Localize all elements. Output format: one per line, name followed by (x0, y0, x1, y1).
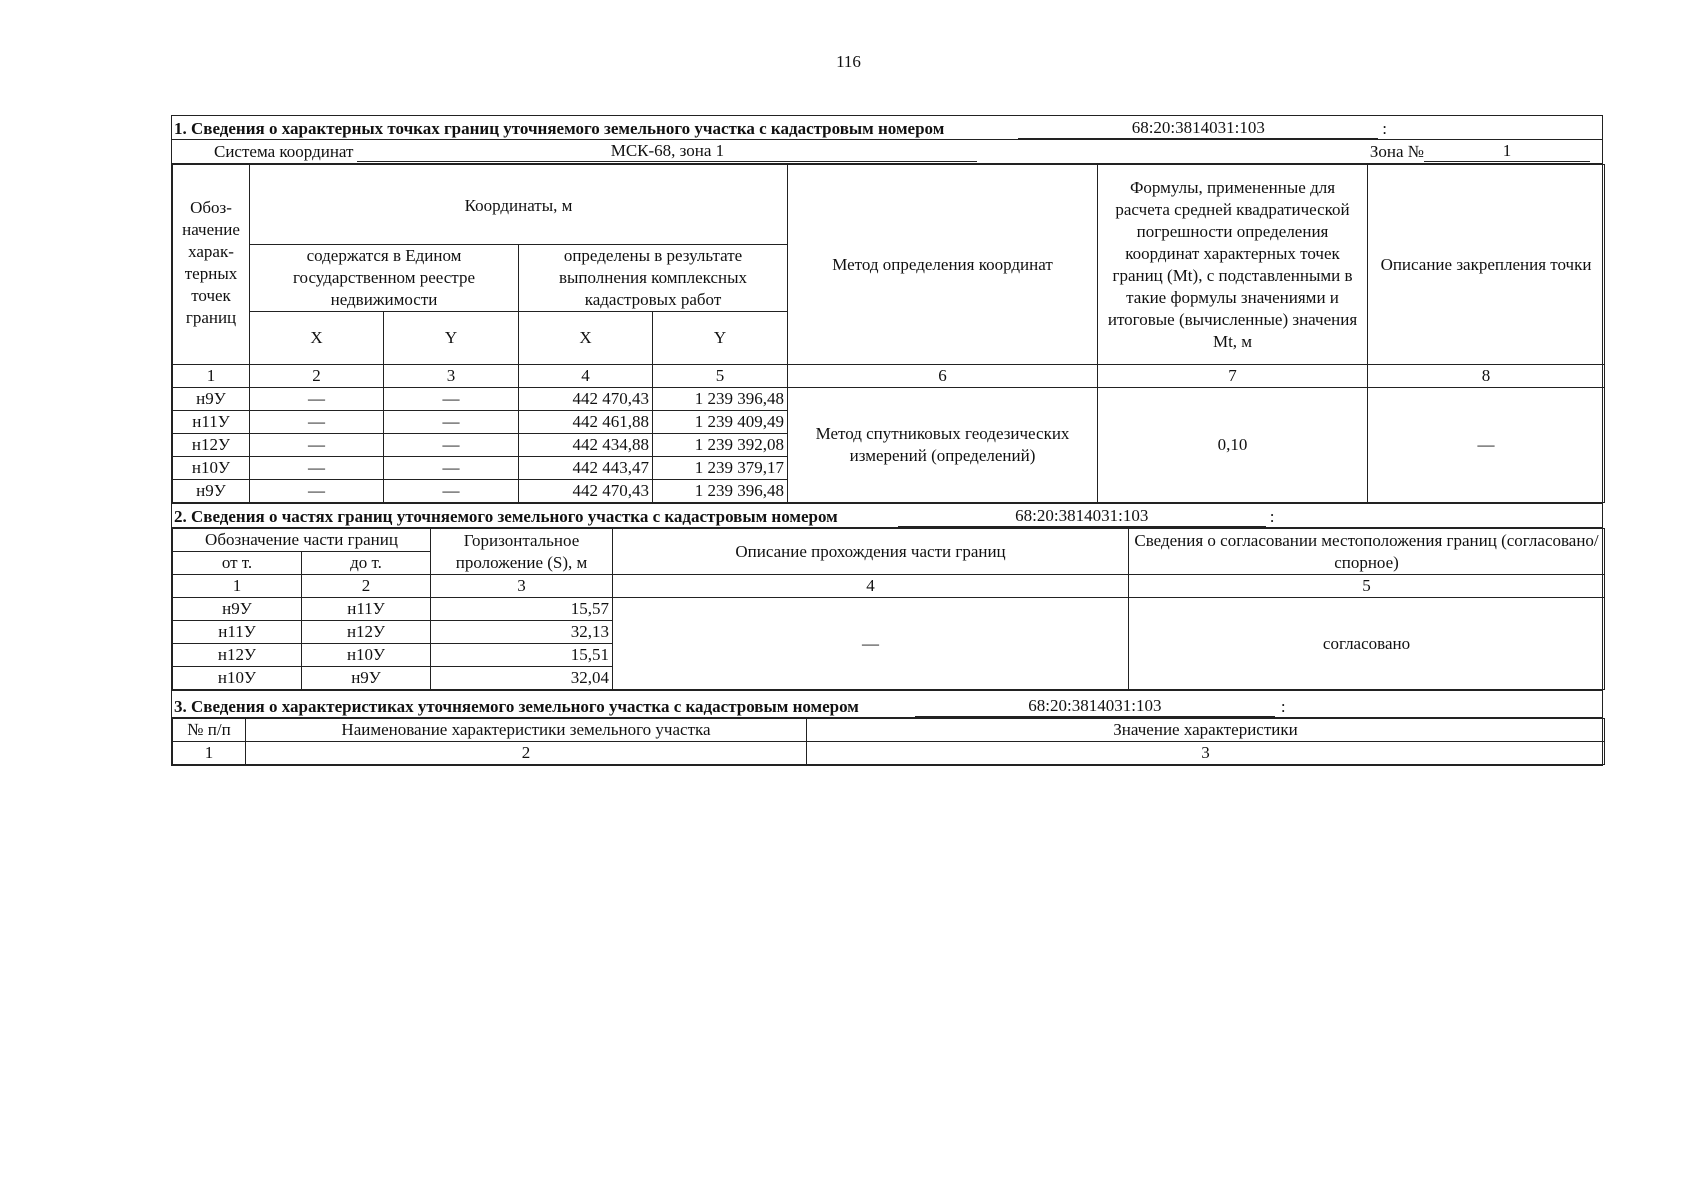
zone-label: Зона № (1369, 142, 1424, 161)
section2-colon: : (1269, 507, 1275, 526)
points-table (172, 164, 1605, 503)
part-from: н11У (173, 621, 302, 644)
x-value: 442 434,88 (519, 434, 653, 457)
section1-cadastral-number: 68:20:3814031:103 (1018, 118, 1378, 139)
section3-title: 3. Сведения о характеристиках уточняемого земельного участка с кадастровым номером (174, 697, 859, 716)
y-egrn: — (384, 434, 519, 457)
header-determined: определены в результате выполнения комплексных кадастровых работ (519, 245, 788, 312)
col-number: 1 (173, 575, 302, 598)
part-length: 15,57 (431, 598, 613, 621)
col-number: 4 (519, 365, 653, 388)
x-value: 442 461,88 (519, 411, 653, 434)
y-value: 1 239 392,08 (653, 434, 788, 457)
page-number: 116 (836, 52, 861, 71)
header-method: Метод определения координат (788, 165, 1098, 365)
section2-header (172, 503, 1602, 528)
col-number: 4 (613, 575, 1129, 598)
parts-table (172, 528, 1605, 690)
part-to: н12У (302, 621, 431, 644)
col-number: 2 (246, 742, 807, 765)
col-number: 8 (1368, 365, 1605, 388)
point-name: н9У (173, 388, 250, 411)
x-value: 442 470,43 (519, 480, 653, 503)
part-to: н10У (302, 644, 431, 667)
x-egrn: — (250, 388, 384, 411)
section3-header (172, 690, 1602, 718)
section1-header (172, 116, 1602, 140)
header-formulas: Формулы, примененные для расчета средней квадратической погрешности определения координат характерных точек границ (Mt), с подставленными в такие формулы значениями и итоговые (вычисленные) значения Mt, м (1098, 165, 1368, 365)
agreement-value: согласовано (1129, 598, 1605, 690)
part-length: 15,51 (431, 644, 613, 667)
header-designation: Обоз-начение харак-терных точек границ (173, 165, 250, 365)
part-length: 32,04 (431, 667, 613, 690)
y-egrn: — (384, 411, 519, 434)
x-value: 442 443,47 (519, 457, 653, 480)
zone-value: 1 (1424, 141, 1590, 162)
col-number: 5 (653, 365, 788, 388)
col-number: 1 (173, 365, 250, 388)
part-length: 32,13 (431, 621, 613, 644)
part-to: н9У (302, 667, 431, 690)
point-name: н9У (173, 480, 250, 503)
section3-colon: : (1280, 697, 1286, 716)
header-fixing: Описание закрепления точки (1368, 165, 1605, 365)
y-value: 1 239 379,17 (653, 457, 788, 480)
table-row (173, 388, 1605, 411)
x-value: 442 470,43 (519, 388, 653, 411)
section2-cadastral-number: 68:20:3814031:103 (898, 506, 1266, 527)
column-numbers-row (173, 742, 1605, 765)
header-x: X (519, 312, 653, 365)
header-in-egrn: содержатся в Едином государственном реестре недвижимости (250, 245, 519, 312)
col-number: 2 (250, 365, 384, 388)
part-to: н11У (302, 598, 431, 621)
land-plot-form (171, 115, 1603, 766)
y-value: 1 239 409,49 (653, 411, 788, 434)
col-number: 6 (788, 365, 1098, 388)
table-row (173, 598, 1605, 621)
fixing-value: — (1368, 388, 1605, 503)
y-egrn: — (384, 457, 519, 480)
coord-system-row (172, 140, 1602, 164)
col-number: 1 (173, 742, 246, 765)
y-egrn: — (384, 480, 519, 503)
col-number: 3 (807, 742, 1605, 765)
point-name: н10У (173, 457, 250, 480)
header-horizontal: Горизонтальное проложение (S), м (431, 529, 613, 575)
part-from: н12У (173, 644, 302, 667)
y-egrn: — (384, 388, 519, 411)
section1-colon: : (1382, 119, 1388, 138)
x-egrn: — (250, 411, 384, 434)
section1-title: 1. Сведения о характерных точках границ уточняемого земельного участка с кадастровым номером (174, 119, 945, 138)
x-egrn: — (250, 434, 384, 457)
header-to: до т. (302, 552, 431, 575)
column-numbers-row (173, 365, 1605, 388)
y-value: 1 239 396,48 (653, 388, 788, 411)
header-y-egrn: Y (384, 312, 519, 365)
method-value: Метод спутниковых геодезических измерений (определений) (788, 388, 1098, 503)
col-number: 3 (431, 575, 613, 598)
header-x-egrn: X (250, 312, 384, 365)
col-number: 7 (1098, 365, 1368, 388)
header-value: Значение характеристики (807, 719, 1605, 742)
part-from: н10У (173, 667, 302, 690)
part-from: н9У (173, 598, 302, 621)
header-coordinates: Координаты, м (250, 165, 788, 245)
coord-system-label: Система координат (214, 142, 354, 161)
header-y: Y (653, 312, 788, 365)
col-number: 2 (302, 575, 431, 598)
characteristics-table (172, 718, 1605, 765)
description-value: — (613, 598, 1129, 690)
col-number: 5 (1129, 575, 1605, 598)
x-egrn: — (250, 457, 384, 480)
column-numbers-row (173, 575, 1605, 598)
point-name: н11У (173, 411, 250, 434)
header-part-designation: Обозначение части границ (173, 529, 431, 552)
y-value: 1 239 396,48 (653, 480, 788, 503)
col-number: 3 (384, 365, 519, 388)
section3-cadastral-number: 68:20:3814031:103 (915, 696, 1275, 717)
section2-title: 2. Сведения о частях границ уточняемого земельного участка с кадастровым номером (174, 507, 838, 526)
header-description: Описание прохождения части границ (613, 529, 1129, 575)
coord-system-value: МСК-68, зона 1 (357, 141, 977, 162)
mt-value: 0,10 (1098, 388, 1368, 503)
header-from: от т. (173, 552, 302, 575)
header-num: № п/п (173, 719, 246, 742)
point-name: н12У (173, 434, 250, 457)
header-name: Наименование характеристики земельного участка (246, 719, 807, 742)
header-agreement: Сведения о согласовании местоположения границ (согласовано/спорное) (1129, 529, 1605, 575)
x-egrn: — (250, 480, 384, 503)
